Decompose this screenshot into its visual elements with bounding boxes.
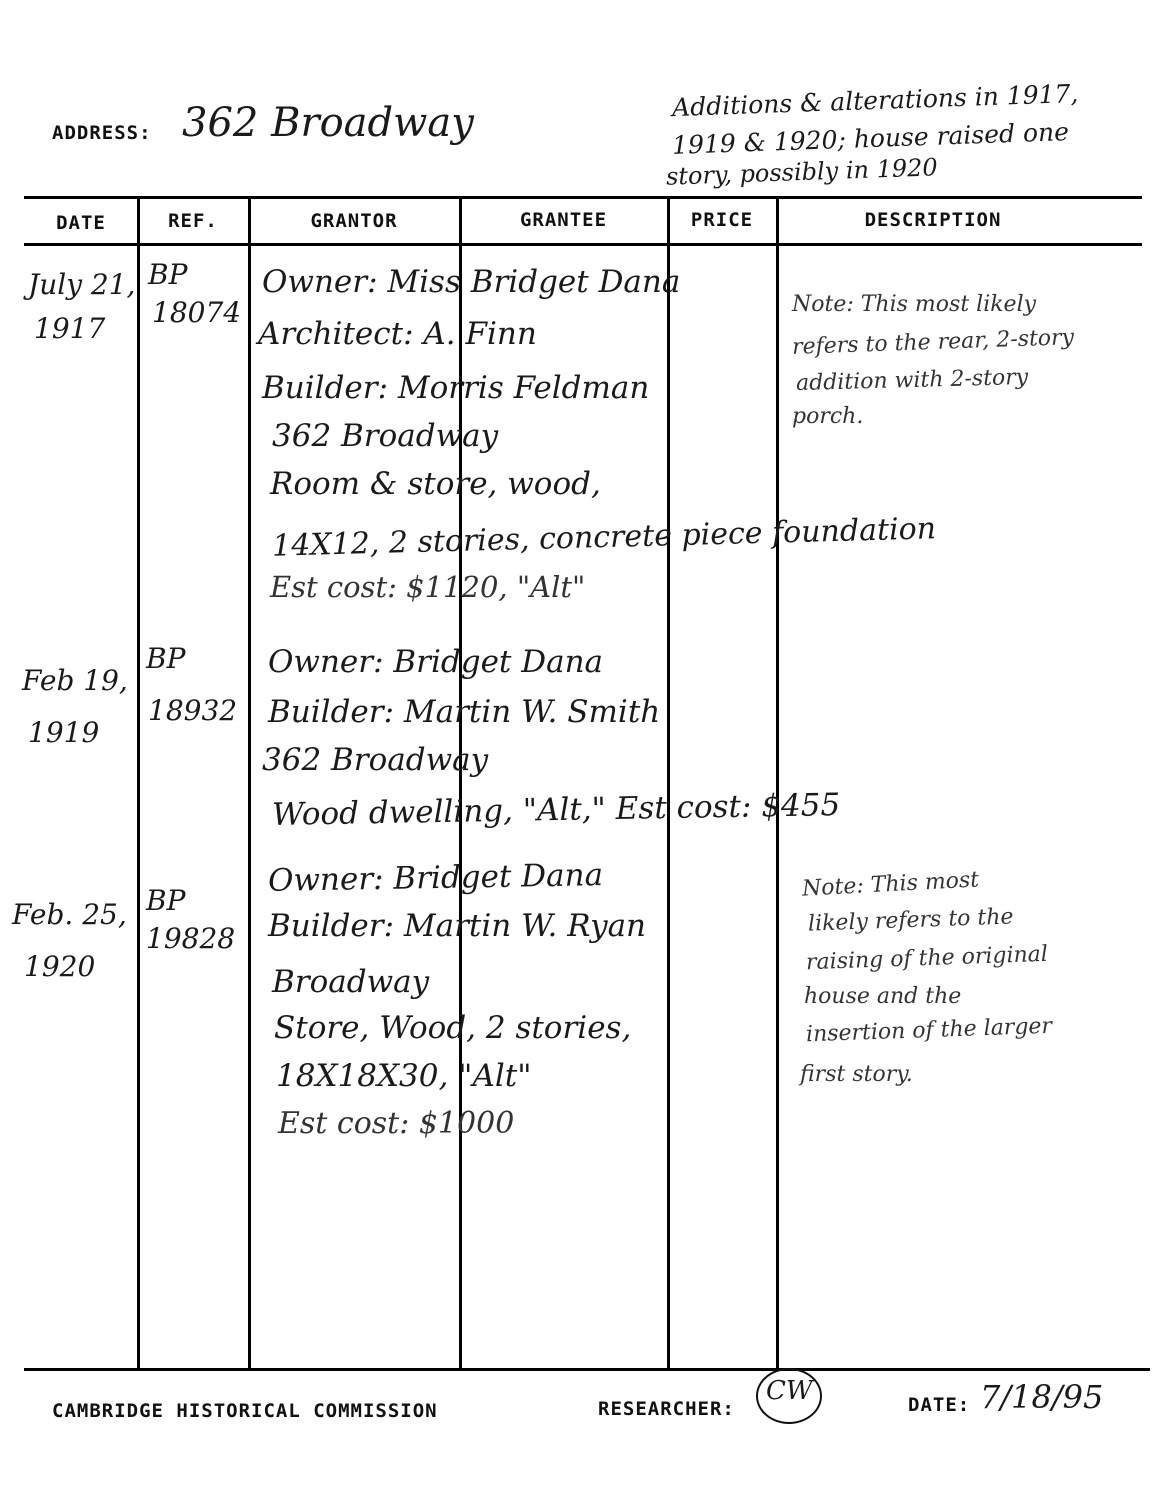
header-note-line-2: 1919 & 1920; house raised one: [671, 117, 1070, 160]
entry-2-ref-line-2: 18932: [148, 694, 238, 727]
address-value: 362 Broadway: [182, 100, 474, 146]
entry-3-description-line-1: Note: This most: [801, 867, 980, 902]
entry-1-description-line-3: addition with 2-story: [795, 364, 1029, 397]
entry-1-grantor-line-6: 14X12, 2 stories, concrete piece foundation: [271, 511, 937, 564]
entry-1-date-line-1: July 21,: [28, 268, 136, 301]
researcher-initials: CW: [766, 1376, 813, 1406]
entry-1-description-line-4: porch.: [792, 404, 864, 429]
header-note-line-1: Additions & alterations in 1917,: [671, 78, 1079, 123]
entry-1-description-line-1: Note: This most likely: [792, 292, 1037, 317]
entry-2-grantor-line-2: Builder: Martin W. Smith: [268, 694, 661, 730]
entry-3-description-line-5: insertion of the larger: [805, 1013, 1053, 1048]
table-top-rule: [24, 196, 1142, 199]
table-bottom-rule: [24, 1368, 1150, 1371]
column-header-grantee: GRANTEE: [519, 209, 608, 231]
footer-date-label: DATE:: [908, 1394, 971, 1416]
entry-1-grantor-line-5: Room & store, wood,: [270, 466, 601, 502]
entry-3-grantor-line-6: Est cost: $1000: [278, 1106, 515, 1141]
column-divider-5: [776, 198, 779, 1370]
entry-3-grantor-line-1: Owner: Bridget Dana: [267, 857, 604, 899]
entry-1-grantor-line-7: Est cost: $1120, "Alt": [270, 570, 586, 604]
entry-3-description-line-3: raising of the original: [805, 941, 1049, 976]
column-header-price: PRICE: [690, 209, 754, 231]
column-divider-1: [137, 198, 140, 1370]
entry-1-grantor-line-2: Architect: A. Finn: [258, 316, 537, 352]
footer-date-value: 7/18/95: [980, 1378, 1104, 1416]
entry-1-description-line-2: refers to the rear, 2-story: [791, 325, 1075, 360]
entry-3-description-line-6: first story.: [800, 1062, 913, 1087]
commission-name: CAMBRIDGE HISTORICAL COMMISSION: [52, 1400, 438, 1422]
column-header-grantor: GRANTOR: [310, 210, 398, 232]
entry-2-date-line-2: 1919: [28, 716, 100, 749]
column-header-date: DATE: [56, 212, 106, 234]
researcher-label: RESEARCHER:: [598, 1398, 735, 1420]
entry-3-date-line-2: 1920: [24, 950, 96, 983]
entry-3-grantor-line-2: Builder: Martin W. Ryan: [268, 908, 647, 944]
entry-1-ref-line-2: 18074: [152, 296, 242, 329]
entry-2-grantor-line-4: Wood dwelling, "Alt," Est cost: $455: [271, 787, 841, 833]
entry-3-grantor-line-4: Store, Wood, 2 stories,: [274, 1010, 632, 1046]
entry-3-ref-line-1: BP: [146, 884, 186, 917]
entry-1-date-line-2: 1917: [34, 312, 106, 345]
table-header-rule: [24, 243, 1142, 246]
entry-3-grantor-line-3: Broadway: [272, 964, 430, 1000]
entry-2-date-line-1: Feb 19,: [22, 664, 128, 697]
entry-1-grantor-line-1: Owner: Miss Bridget Dana: [262, 264, 681, 300]
column-divider-2: [248, 198, 251, 1370]
address-label: ADDRESS:: [52, 122, 152, 144]
entry-2-grantor-line-1: Owner: Bridget Dana: [268, 644, 604, 680]
entry-3-description-line-4: house and the: [804, 984, 962, 1009]
entry-3-grantor-line-5: 18X18X30, "Alt": [276, 1058, 532, 1094]
entry-3-description-line-2: likely refers to the: [807, 904, 1014, 937]
header-note-line-3: story, possibly in 1920: [665, 153, 939, 191]
column-divider-4: [667, 198, 670, 1370]
entry-1-ref-line-1: BP: [148, 258, 188, 291]
column-header-ref: REF.: [168, 210, 218, 232]
entry-1-grantor-line-3: Builder: Morris Feldman: [262, 370, 650, 406]
entry-1-grantor-line-4: 362 Broadway: [272, 418, 499, 454]
entry-2-ref-line-1: BP: [146, 642, 186, 675]
entry-2-grantor-line-3: 362 Broadway: [262, 742, 489, 778]
entry-3-ref-line-2: 19828: [146, 922, 236, 955]
entry-3-date-line-1: Feb. 25,: [12, 898, 127, 931]
column-header-description: DESCRIPTION: [864, 209, 1002, 231]
